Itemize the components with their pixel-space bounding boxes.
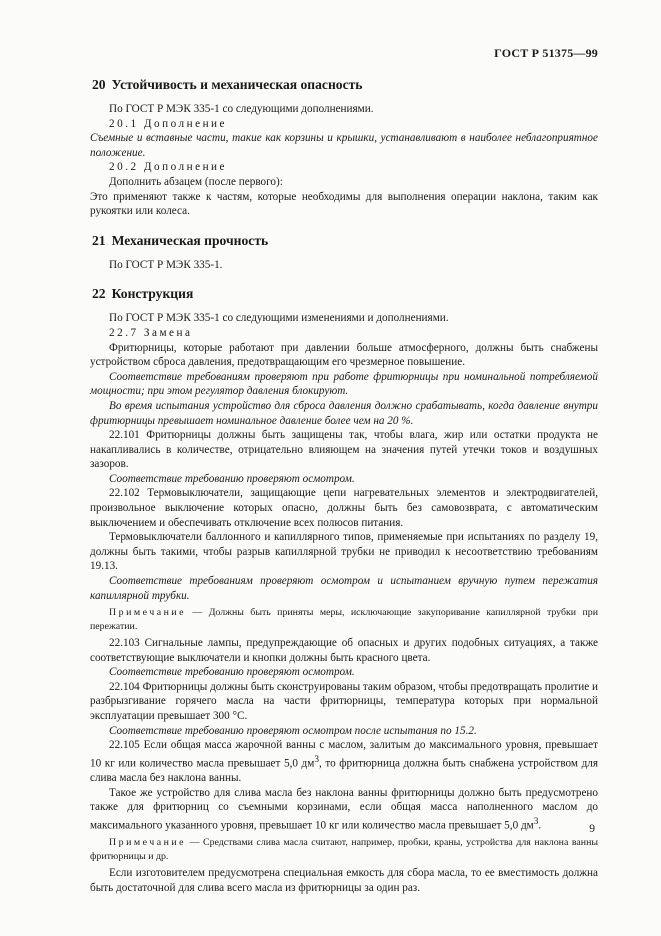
section-heading-20 [90,77,598,93]
page-body [90,77,598,895]
paragraph [90,738,598,786]
paragraph: По ГОСТ Р МЭК 335-1 со следующими изменениями и дополнениями. [109,312,449,325]
section-number: 22 [92,286,106,302]
paragraph: Фритюрницы, которые работают при давлении больше атмосферного, должны быть снабжены устройством сброса давления, предотвращающим его чрезмерное повышение. [90,341,598,369]
paragraph: По ГОСТ Р МЭК 335-1 со следующими дополнениями. [109,103,374,115]
note-label: Примечание [109,837,187,849]
paragraph-italic: Во время испытания устройство для сброса давления должно срабатывать, когда давление внутри фритюрницы превышает номинальное давление более чем на 20 %. [90,399,598,427]
paragraph-italic: Соответствие требованиям проверяют при работе фритюрницы при номинальной потребляемой мощности; при этом регулятор давления блокируют. [90,370,598,398]
paragraph: Если изготовителем предусмотрена специальная емкость для сбора масла, то ее вместимость должна быть достаточной для слива всего масла из фритюрницы за один раз. [90,867,598,894]
section-title: Конструкция [111,286,194,302]
superscript: 3 [314,754,319,765]
paragraph-italic: Соответствие требованию проверяют осмотром. [109,666,355,679]
text-span: 22.105 Если общая масса жарочной ванны с маслом, залитым до максимального уровня, превышает 10 кг или количество масла превышает 5,0 дм [90,739,598,770]
section-title: Механическая прочность [111,232,269,248]
document-header: ГОСТ Р 51375—99 [494,46,598,60]
paragraph: 22.102 Термовыключатели, защищающие цепи нагревательных элементов и электродвигателей, произвольное выключение которых опасно, должны быть без самовозврата, с автоматическим выключением и обеспечивать отключение всех полюсов питания. [90,487,598,529]
paragraph-italic: Соответствие требованиям проверяют осмотром и испытанием вручную путем пережатия капиллярной трубки. [90,575,598,602]
paragraph-italic: Съемные и вставные части, такие как корзины и крышки, устанавливают в наиболее неблагоприятное положение. [90,132,598,159]
clause-heading: 20.2 Дополнение [109,161,228,174]
text-span: . [538,819,542,832]
note [90,836,598,863]
paragraph: Термовыключатели баллонного и капиллярного типов, применяемые при испытаниях по разделу 19, должны быть такими, чтобы разрыв капиллярной трубки не приводил к несоответствию требованиям 19.13. [90,531,598,573]
note-label: Примечание [109,607,187,619]
paragraph: По ГОСТ Р МЭК 335-1. [109,258,223,271]
section-number: 20 [92,77,106,92]
superscript: 3 [533,816,539,827]
paragraph: Дополнить абзацем (после первого): [109,175,283,188]
text-span: , то фритюрница должна быть снабжена устройством для слива масла без наклона ванны. [90,757,598,785]
section-heading-22 [90,286,598,302]
clause-heading: 22.7 Замена [109,326,193,339]
page-number: 9 [589,823,595,835]
section-heading-21 [90,233,598,249]
note-text: — Средствами слива масла считают, например, пробки, краны, устройства для наклона ванны фритюрницы и др. [90,837,598,862]
paragraph [90,786,598,834]
paragraph-italic: Соответствие требованию проверяют осмотром после испытания по 15.2. [109,724,477,737]
text-span: Такое же устройство для слива масла без наклона ванны фритюрницы должно быть предусмотрено также для фритюрниц со съемными корзинами, если общая масса наполненного маслом до максимального указанного уровня, превышает 10 кг или количество масла превышает 5,0 дм [90,786,598,832]
clause-heading: 20.1 Дополнение [109,117,228,130]
section-title: Устойчивость и механическая опасность [111,77,363,92]
paragraph-italic: Соответствие требованию проверяют осмотром. [109,472,355,485]
paragraph: Это применяют также к частям, которые необходимы для выполнения операции наклона, таким как рукоятки или колеса. [90,190,598,218]
section-number: 21 [92,232,106,248]
paragraph: 22.101 Фритюрницы должны быть защищены так, чтобы влага, жир или остатки продукта не накапливались в количестве, отрицательно влияющем на значения путей утечки токов и воздушных зазоров. [90,429,598,471]
paragraph: 22.104 Фритюрницы должны быть сконструированы таким образом, чтобы предотвращать пролитие и разбрызгивание горячего масла на части фритюрницы, температура которых при нормальной эксплуатации превышает 300 °С. [90,680,598,722]
note-text: — Должны быть приняты меры, исключающие закупоривание капиллярной трубки при пережатии. [90,607,598,632]
paragraph: 22.103 Сигнальные лампы, предупреждающие об опасных и других подобных ситуациях, а также соответствующие выключатели и кнопки должны быть красного цвета. [90,637,598,664]
note [90,606,598,633]
